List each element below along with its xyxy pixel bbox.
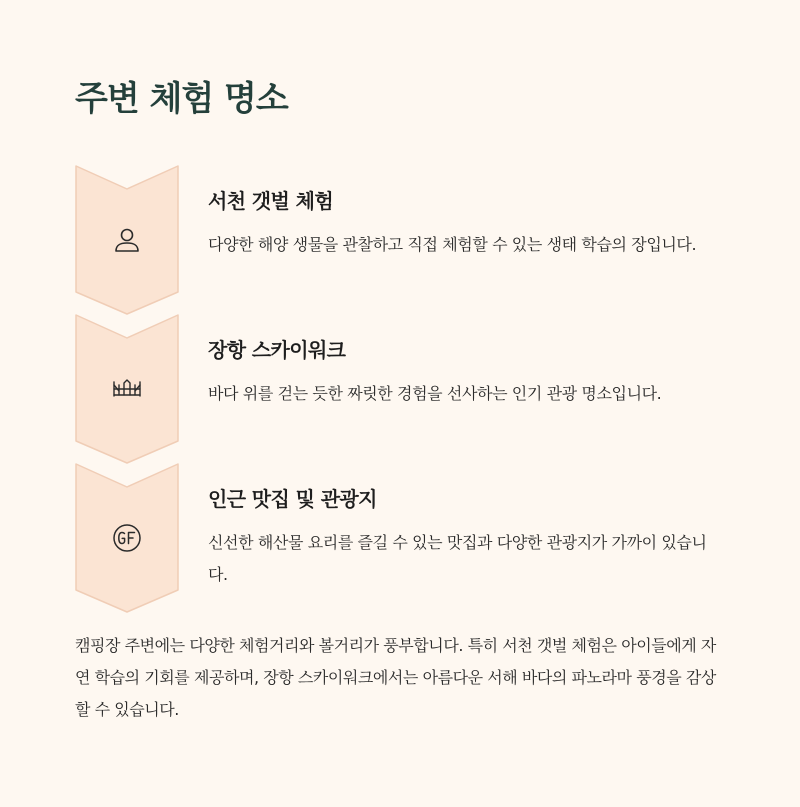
person-icon — [111, 224, 143, 256]
step-chevron-marker — [75, 463, 179, 613]
gf-badge-icon — [111, 522, 143, 554]
step-item-restaurants — [75, 463, 725, 613]
step-description: 다양한 해양 생물을 관찰하고 직접 체험할 수 있는 생태 학습의 장입니다. — [208, 235, 697, 254]
step-description: 신선한 해산물 요리를 즐길 수 있는 맛집과 다양한 관광지가 가까이 있습니다. — [208, 533, 707, 584]
summary-paragraph: 캠핑장 주변에는 다양한 체험거리와 볼거리가 풍부합니다. 특히 서천 갯벌 체험은 아이들에게 자연 학습의 기회를 제공하며, 장항 스카이워크에서는 아름다운 서해 바다의 파노라마 풍경을 감상할 수 있습니다. — [75, 636, 716, 719]
step-item-gaetbeol — [75, 165, 725, 315]
step-chevron-marker — [75, 314, 179, 464]
step-item-skywalk — [75, 314, 725, 464]
skywalk-icon — [111, 373, 143, 405]
step-title: 장항 스카이워크 — [208, 338, 346, 362]
step-title: 서천 갯벌 체험 — [208, 189, 334, 213]
page-title: 주변 체험 명소 — [75, 79, 288, 119]
step-chevron-marker — [75, 165, 179, 315]
step-title: 인근 맛집 및 관광지 — [208, 487, 377, 511]
step-description: 바다 위를 걷는 듯한 짜릿한 경험을 선사하는 인기 관광 명소입니다. — [208, 384, 662, 403]
